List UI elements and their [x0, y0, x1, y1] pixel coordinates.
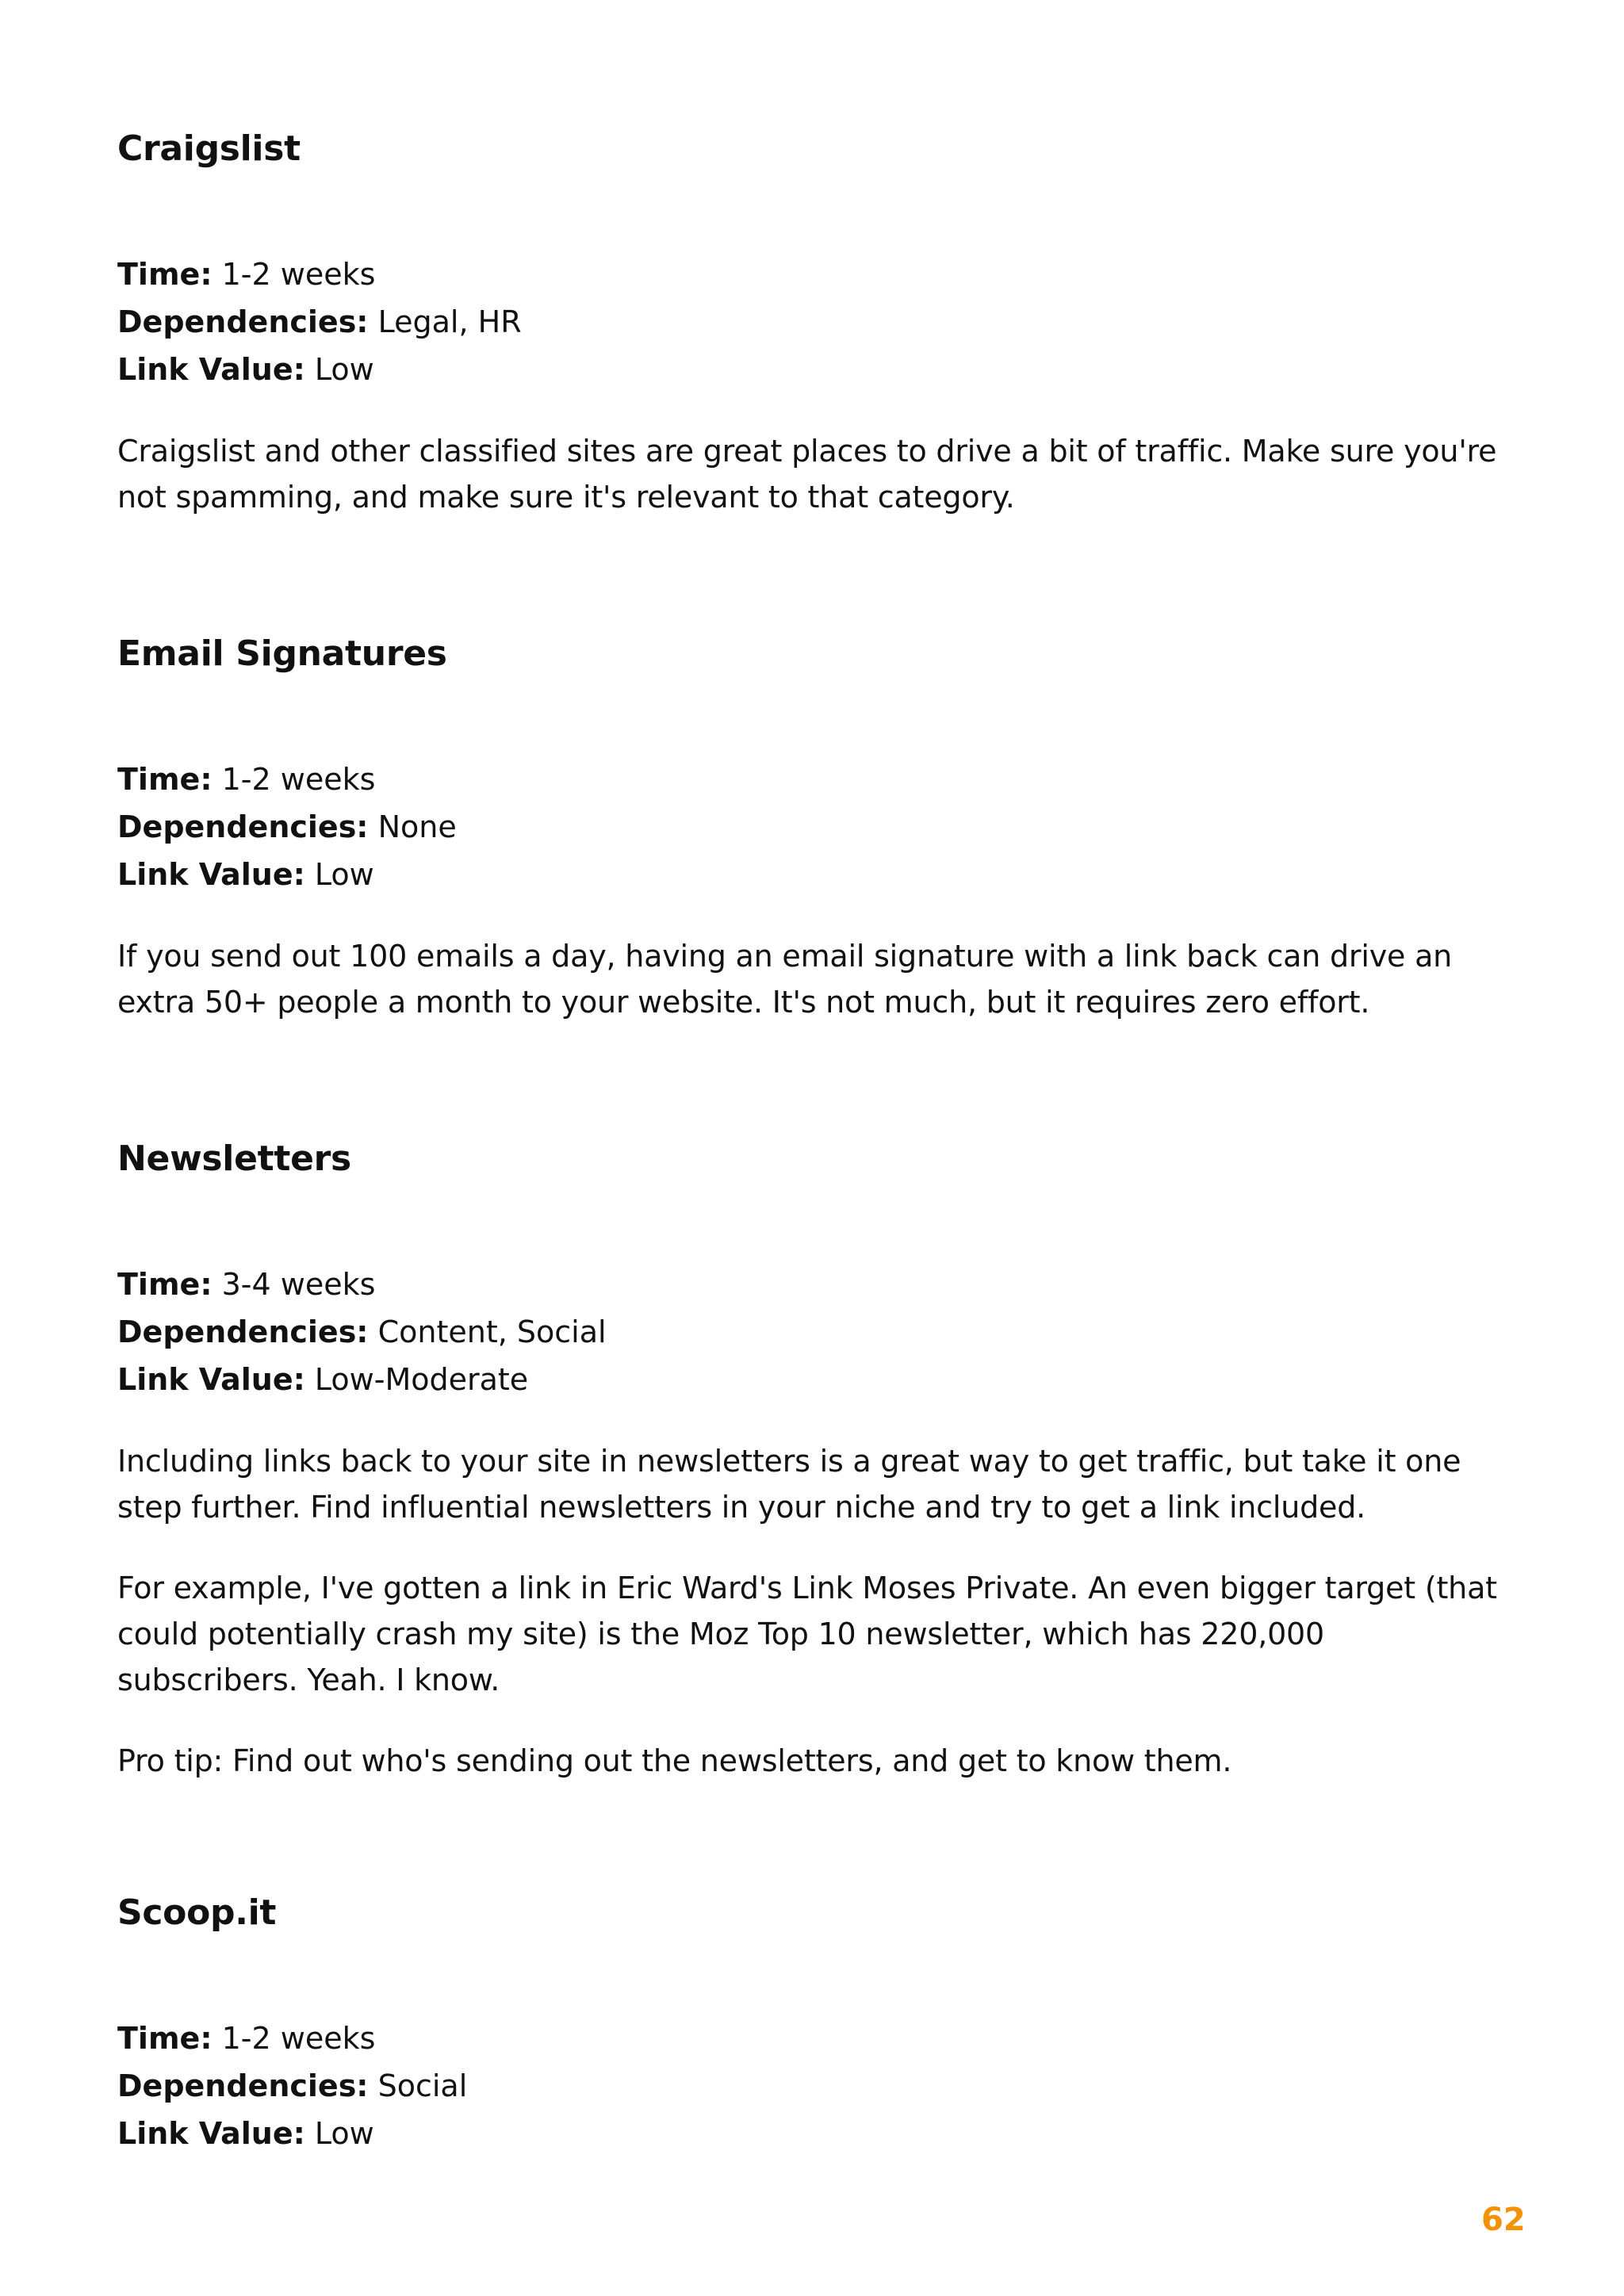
- link-value-label: Link Value:: [117, 2116, 305, 2151]
- section-meta: [117, 1261, 1513, 1403]
- link-value-label: Link Value:: [117, 352, 305, 387]
- time-row: [117, 2015, 1513, 2062]
- time-value: 1-2 weeks: [221, 762, 376, 797]
- link-value-value: Low: [314, 2116, 374, 2151]
- link-value-row: [117, 851, 1513, 898]
- dependencies-label: Dependencies:: [117, 304, 369, 339]
- dependencies-row: [117, 298, 1513, 346]
- dependencies-value: Legal, HR: [377, 304, 522, 339]
- section-heading: Scoop.it: [117, 1892, 277, 1933]
- time-label: Time:: [117, 257, 213, 292]
- dependencies-row: [117, 2062, 1513, 2110]
- link-value-label: Link Value:: [117, 857, 305, 892]
- dependencies-label: Dependencies:: [117, 2068, 369, 2103]
- time-value: 3-4 weeks: [221, 1267, 376, 1302]
- body-paragraph: Craigslist and other classified sites are great places to drive a bit of traffic. Make sure you're not spamming, and make sure it's relevant to that category.: [117, 434, 1497, 515]
- link-value-value: Low-Moderate: [314, 1362, 529, 1397]
- section-craigslist: [117, 127, 1513, 520]
- section-meta: [117, 756, 1513, 898]
- section-meta: [117, 251, 1513, 393]
- time-label: Time:: [117, 762, 213, 797]
- dependencies-row: [117, 1308, 1513, 1356]
- section-heading: Email Signatures: [117, 633, 447, 674]
- time-row: [117, 251, 1513, 298]
- dependencies-value: Content, Social: [377, 1314, 607, 1349]
- pro-tip-paragraph: Pro tip: Find out who's sending out the newsletters, and get to know them.: [117, 1743, 1232, 1778]
- section-heading: Newsletters: [117, 1138, 351, 1179]
- section-newsletters: [117, 1137, 1513, 1784]
- time-row: [117, 756, 1513, 803]
- link-value-row: [117, 2110, 1513, 2157]
- time-label: Time:: [117, 1267, 213, 1302]
- dependencies-label: Dependencies:: [117, 1314, 369, 1349]
- section-email-signatures: [117, 632, 1513, 1025]
- link-value-label: Link Value:: [117, 1362, 305, 1397]
- dependencies-value: None: [377, 809, 457, 844]
- dependencies-row: [117, 803, 1513, 851]
- time-value: 1-2 weeks: [221, 2021, 376, 2056]
- dependencies-value: Social: [377, 2068, 468, 2103]
- body-paragraph: Including links back to your site in newsletters is a great way to get traffic, but take it one step further. Find influential newsletters in your niche and try to get a link included.: [117, 1444, 1461, 1525]
- link-value-value: Low: [314, 857, 374, 892]
- section-meta: [117, 2015, 1513, 2157]
- section-heading: Craigslist: [117, 128, 301, 169]
- time-value: 1-2 weeks: [221, 257, 376, 292]
- body-paragraph: For example, I've gotten a link in Eric Ward's Link Moses Private. An even bigger target (that could potentially crash my site) is the Moz Top 10 newsletter, which has 220,000 subscribers. Yeah. I know.: [117, 1571, 1497, 1697]
- page-number: 62: [1481, 2202, 1526, 2238]
- link-value-row: [117, 1356, 1513, 1403]
- dependencies-label: Dependencies:: [117, 809, 369, 844]
- link-value-row: [117, 346, 1513, 393]
- time-row: [117, 1261, 1513, 1308]
- section-scoop-it: [117, 1891, 1513, 2157]
- body-paragraph: If you send out 100 emails a day, having an email signature with a link back can drive an extra 50+ people a month to your website. It's not much, but it requires zero effort.: [117, 939, 1453, 1020]
- time-label: Time:: [117, 2021, 213, 2056]
- link-value-value: Low: [314, 352, 374, 387]
